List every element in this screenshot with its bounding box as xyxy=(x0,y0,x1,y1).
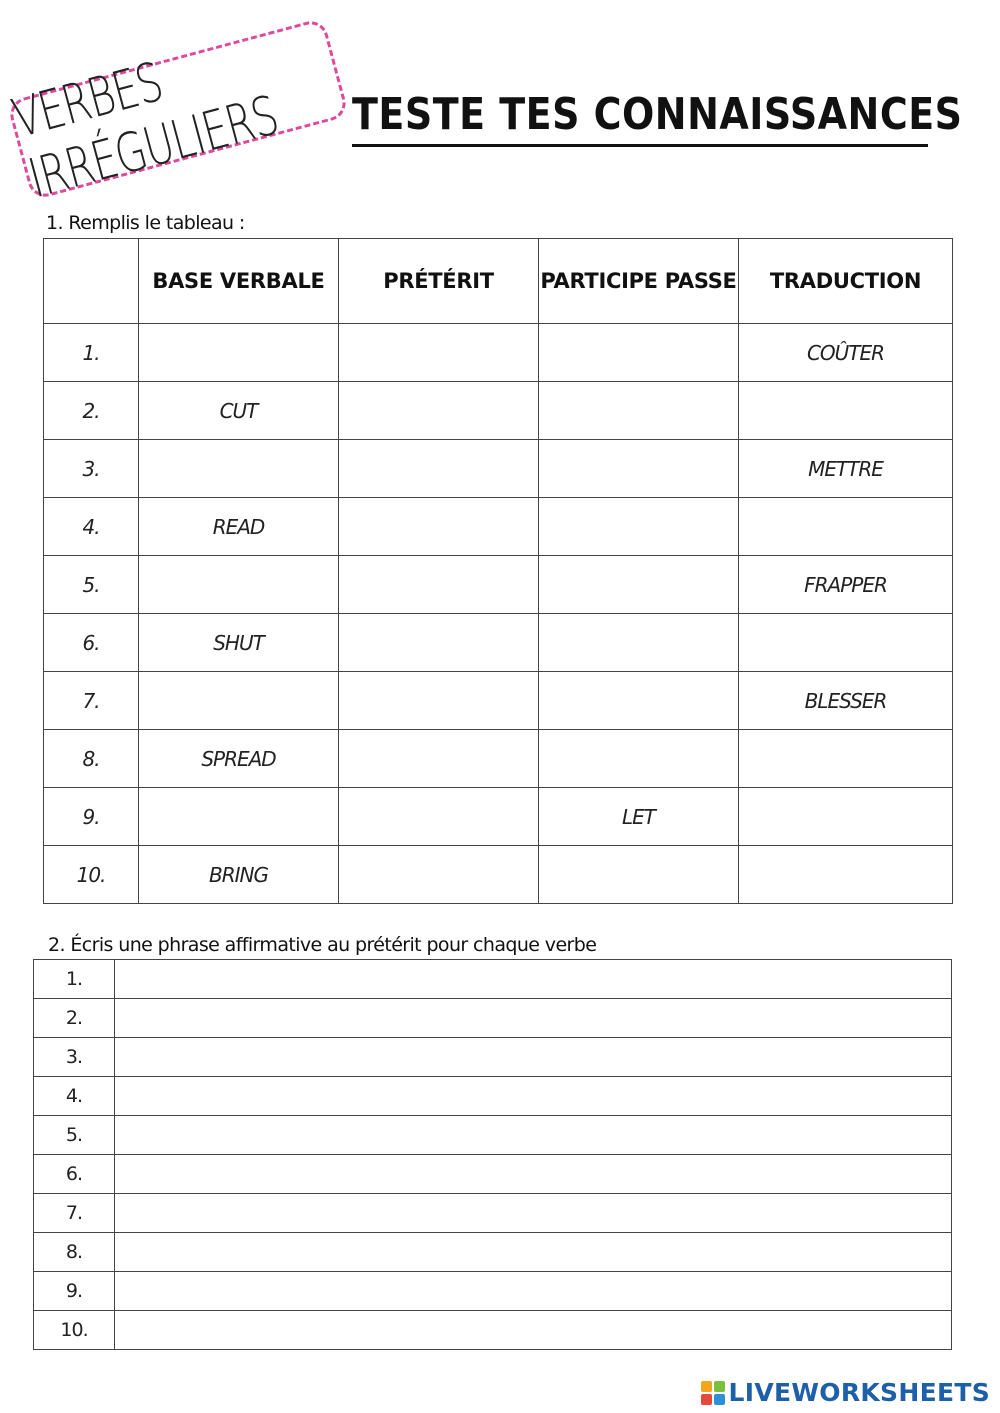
cell-participe-passe[interactable] xyxy=(539,614,739,672)
cell-preterit[interactable] xyxy=(339,730,539,788)
cell-participe-passe: LET xyxy=(539,788,739,846)
sentence-number: 6. xyxy=(34,1155,115,1194)
cell-participe-passe[interactable] xyxy=(539,440,739,498)
sentence-row xyxy=(34,999,952,1038)
liveworksheets-logo-icon xyxy=(701,1381,725,1405)
row-number: 8. xyxy=(44,730,139,788)
cell-preterit[interactable] xyxy=(339,440,539,498)
cell-base-verbale[interactable] xyxy=(139,672,339,730)
sentence-row xyxy=(34,1233,952,1272)
sentence-number: 4. xyxy=(34,1077,115,1116)
cell-traduction: BLESSER xyxy=(739,672,953,730)
sentence-number: 2. xyxy=(34,999,115,1038)
row-number: 7. xyxy=(44,672,139,730)
cell-preterit[interactable] xyxy=(339,324,539,382)
sentences-table xyxy=(33,959,952,1350)
cell-participe-passe[interactable] xyxy=(539,672,739,730)
cell-base-verbale: READ xyxy=(139,498,339,556)
sentence-number: 3. xyxy=(34,1038,115,1077)
table-row xyxy=(44,556,953,614)
cell-preterit[interactable] xyxy=(339,614,539,672)
sentence-row xyxy=(34,1194,952,1233)
sentence-number: 1. xyxy=(34,960,115,999)
cell-base-verbale[interactable] xyxy=(139,788,339,846)
cell-base-verbale[interactable] xyxy=(139,440,339,498)
table-row xyxy=(44,672,953,730)
cell-participe-passe[interactable] xyxy=(539,382,739,440)
table-row xyxy=(44,498,953,556)
sentence-row xyxy=(34,1077,952,1116)
cell-participe-passe[interactable] xyxy=(539,556,739,614)
table-row xyxy=(44,614,953,672)
row-number: 10. xyxy=(44,846,139,904)
cell-traduction[interactable] xyxy=(739,498,953,556)
header-participe-passe: PARTICIPE PASSE xyxy=(539,239,739,324)
cell-base-verbale: SPREAD xyxy=(139,730,339,788)
table-row xyxy=(44,440,953,498)
cell-preterit[interactable] xyxy=(339,788,539,846)
cell-participe-passe[interactable] xyxy=(539,730,739,788)
section-2-instruction: 2. Écris une phrase affirmative au prétérit pour chaque verbe xyxy=(48,934,597,956)
cell-traduction[interactable] xyxy=(739,730,953,788)
header-number xyxy=(44,239,139,324)
sentence-row xyxy=(34,1155,952,1194)
sentence-answer-field[interactable] xyxy=(115,1272,952,1311)
table-row xyxy=(44,788,953,846)
header-preterit: PRÉTÉRIT xyxy=(339,239,539,324)
badge-label: VERBES IRRÉGULIERS xyxy=(6,51,285,211)
row-number: 9. xyxy=(44,788,139,846)
row-number: 4. xyxy=(44,498,139,556)
sentence-answer-field[interactable] xyxy=(115,999,952,1038)
cell-base-verbale: CUT xyxy=(139,382,339,440)
liveworksheets-footer xyxy=(701,1378,990,1407)
sentence-row xyxy=(34,1272,952,1311)
cell-traduction[interactable] xyxy=(739,614,953,672)
verbes-irreguliers-badge xyxy=(6,17,349,211)
sentence-answer-field[interactable] xyxy=(115,960,952,999)
sentence-row xyxy=(34,1311,952,1350)
sentence-number: 7. xyxy=(34,1194,115,1233)
row-number: 2. xyxy=(44,382,139,440)
verbs-table xyxy=(43,238,953,904)
sentence-answer-field[interactable] xyxy=(115,1311,952,1350)
table-row xyxy=(44,324,953,382)
cell-traduction[interactable] xyxy=(739,788,953,846)
cell-preterit[interactable] xyxy=(339,498,539,556)
header-traduction: TRADUCTION xyxy=(739,239,953,324)
sentence-number: 8. xyxy=(34,1233,115,1272)
cell-base-verbale: BRING xyxy=(139,846,339,904)
sentence-answer-field[interactable] xyxy=(115,1194,952,1233)
row-number: 5. xyxy=(44,556,139,614)
cell-base-verbale[interactable] xyxy=(139,324,339,382)
sentence-number: 5. xyxy=(34,1116,115,1155)
cell-preterit[interactable] xyxy=(339,672,539,730)
row-number: 3. xyxy=(44,440,139,498)
header-base-verbale: BASE VERBALE xyxy=(139,239,339,324)
sentence-row xyxy=(34,1116,952,1155)
sentence-answer-field[interactable] xyxy=(115,1233,952,1272)
cell-participe-passe[interactable] xyxy=(539,498,739,556)
table-row xyxy=(44,846,953,904)
cell-traduction[interactable] xyxy=(739,846,953,904)
cell-traduction: FRAPPER xyxy=(739,556,953,614)
cell-participe-passe[interactable] xyxy=(539,324,739,382)
cell-traduction: METTRE xyxy=(739,440,953,498)
sentence-row xyxy=(34,960,952,999)
row-number: 1. xyxy=(44,324,139,382)
sentence-number: 9. xyxy=(34,1272,115,1311)
sentence-answer-field[interactable] xyxy=(115,1116,952,1155)
sentence-row xyxy=(34,1038,952,1077)
sentence-answer-field[interactable] xyxy=(115,1077,952,1116)
page-title: TESTE TES CONNAISSANCES xyxy=(352,88,928,147)
table-row xyxy=(44,382,953,440)
cell-preterit[interactable] xyxy=(339,846,539,904)
row-number: 6. xyxy=(44,614,139,672)
section-1-instruction: 1. Remplis le tableau : xyxy=(46,212,245,234)
cell-preterit[interactable] xyxy=(339,556,539,614)
cell-base-verbale[interactable] xyxy=(139,556,339,614)
verbs-table-header-row xyxy=(44,239,953,324)
sentence-answer-field[interactable] xyxy=(115,1155,952,1194)
cell-participe-passe[interactable] xyxy=(539,846,739,904)
cell-traduction: COÛTER xyxy=(739,324,953,382)
sentence-number: 10. xyxy=(34,1311,115,1350)
cell-base-verbale: SHUT xyxy=(139,614,339,672)
brand-name: LIVEWORKSHEETS xyxy=(728,1378,990,1407)
table-row xyxy=(44,730,953,788)
sentence-answer-field[interactable] xyxy=(115,1038,952,1077)
cell-traduction[interactable] xyxy=(739,382,953,440)
cell-preterit[interactable] xyxy=(339,382,539,440)
